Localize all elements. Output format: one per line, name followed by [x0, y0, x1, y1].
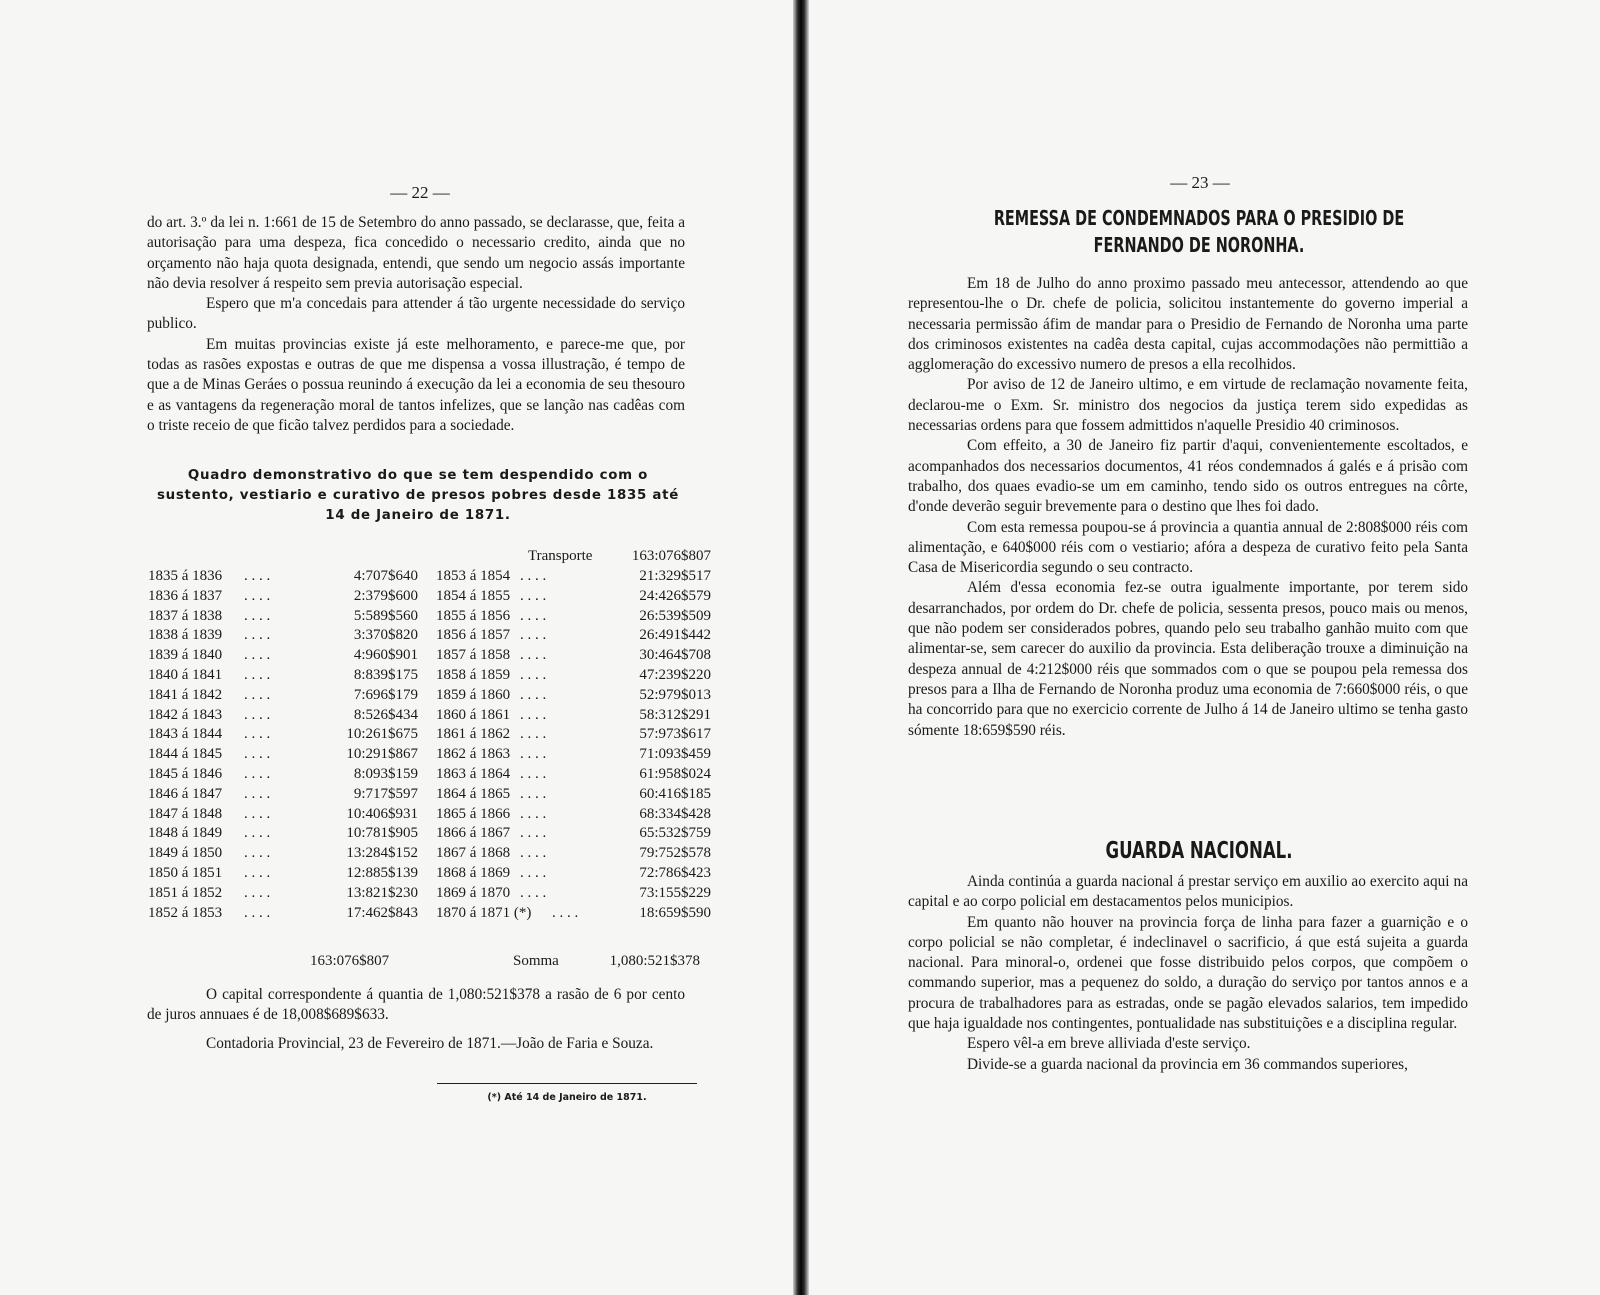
leader-dots: . . . .	[520, 865, 547, 881]
leader-dots: . . . .	[520, 647, 547, 664]
value-cell: 7:696$179	[353, 686, 418, 703]
leader-dots: . . . .	[520, 568, 547, 584]
period-cell: 1835 á 1836	[148, 568, 223, 584]
period-cell: 1856 á 1857	[436, 627, 511, 644]
value-cell: 79:752$578	[639, 845, 711, 862]
period-cell: 1863 á 1864	[436, 766, 511, 782]
table-row	[148, 746, 711, 766]
value-cell: 13:284$152	[346, 845, 418, 862]
table-caption: Quadro demonstrativo do que se tem despendido com o sustento, vestiario e curativo de presos pobres desde 1835 até 14 de Janeiro de 1871.	[156, 468, 680, 523]
left-paragraph: Em muitas provincias existe já este melhoramento, e parece-me que, por todas as rasões expostas e outras de que me dispensa a vossa illustração, é tempo de que a de Minas Geráes o possua reunindo á execução da lei a economia de seu thesouro e as vantagens da regeneração moral de tantos infelizes, que se lanção nas cadêas com o triste receio de que ficão talvez perdidos para a sociedade.	[147, 335, 685, 434]
table-row	[148, 904, 711, 925]
value-cell: 3:370$820	[353, 627, 418, 644]
leader-dots: . . . .	[520, 667, 547, 683]
value-cell: 72:786$423	[639, 865, 711, 881]
guarda-paragraph: Ainda continúa a guarda nacional á prestar serviço em auxilio ao exercito aqui na capital e ao corpo policial em destacamentos pelos municipios.	[908, 873, 1468, 911]
value-cell: 4:707$640	[353, 568, 418, 584]
period-cell: 1853 á 1854	[436, 568, 511, 584]
leader-dots: . . . .	[520, 884, 547, 901]
period-cell: 1844 á 1845	[148, 746, 223, 763]
table-row	[148, 568, 711, 588]
value-cell: 60:416$185	[639, 785, 711, 802]
leader-dots: . . . .	[520, 805, 547, 822]
period-cell: 1849 á 1850	[148, 845, 223, 862]
left-closing-text	[147, 985, 685, 1054]
period-cell: 1862 á 1863	[436, 746, 511, 763]
leader-dots: . . . .	[244, 766, 271, 782]
period-cell: 1860 á 1861	[436, 706, 511, 723]
table-row	[148, 884, 711, 905]
right-page	[809, 0, 1600, 1295]
leader-dots: . . . .	[244, 884, 271, 901]
leader-dots: . . . .	[244, 845, 271, 862]
leader-dots: . . . .	[520, 825, 547, 842]
value-cell: 5:589$560	[353, 607, 418, 624]
leader-dots: . . . .	[520, 766, 547, 782]
value-cell: 47:239$220	[639, 667, 711, 683]
leader-dots: . . . .	[244, 647, 271, 664]
right-page-number: — 23 —	[1170, 173, 1230, 192]
leader-dots: . . . .	[244, 607, 271, 624]
leader-dots: . . . .	[244, 785, 271, 802]
period-cell: 1840 á 1841	[148, 667, 223, 683]
remessa-paragraph: Por aviso de 12 de Janeiro ultimo, e em virtude de reclamação novamente feita, declarou-me o Exm. Sr. ministro dos negocios da justiça terem sido expedidas as necessarias ordens para que fossem admittidos n'aquelle Presidio 40 criminosos.	[908, 376, 1468, 435]
period-cell: 1861 á 1862	[436, 726, 511, 743]
value-cell: 10:291$867	[346, 746, 418, 763]
period-cell: 1870 á 1871 (*)	[436, 904, 532, 921]
table-row	[148, 825, 711, 845]
value-cell: 68:334$428	[639, 805, 711, 822]
left-paragraph: Espero que m'a concedais para attender á tão urgente necessidade do serviço publico.	[147, 295, 685, 333]
period-cell: 1852 á 1853	[148, 904, 223, 921]
leader-dots: . . . .	[520, 746, 547, 763]
sum-label: Somma	[513, 953, 559, 969]
period-cell: 1864 á 1865	[436, 785, 511, 802]
value-cell: 8:526$434	[353, 706, 418, 723]
value-cell: 24:426$579	[639, 587, 711, 604]
leader-dots: . . . .	[244, 587, 271, 604]
guarda-text	[908, 872, 1468, 1075]
leader-dots: . . . .	[520, 587, 547, 604]
value-cell: 73:155$229	[639, 884, 711, 901]
transport-row	[148, 548, 711, 568]
leader-dots: . . . .	[244, 686, 271, 703]
value-cell: 13:821$230	[346, 884, 418, 901]
value-cell: 52:979$013	[639, 686, 711, 703]
period-cell: 1839 á 1840	[148, 647, 223, 664]
value-cell: 17:462$843	[346, 904, 418, 921]
leader-dots: . . . .	[520, 706, 547, 723]
signature-line: Contadoria Provincial, 23 de Fevereiro de 1871.—João de Faria e Souza.	[206, 1034, 654, 1052]
subtotal-value: 163:076$807	[310, 953, 390, 969]
left-paragraph: do art. 3.º da lei n. 1:661 de 15 de Setembro do anno passado, se declarasse, que, feita a autorisação para uma despeza, fica concedido o necessario credito, ainda que no orçamento não haja quota designada, entendi, que sendo um negocio assás importante não devia resolver á respeito sem previa autorisação especial.	[147, 214, 685, 292]
remessa-text	[908, 274, 1468, 741]
table-row	[148, 785, 711, 806]
leader-dots: . . . .	[244, 865, 271, 881]
period-cell: 1850 á 1851	[148, 865, 223, 881]
value-cell: 9:717$597	[353, 785, 418, 802]
capital-paragraph: O capital correspondente á quantia de 1,080:521$378 a rasão de 6 por cento de juros annuaes é de 18,008$689$633.	[147, 986, 685, 1024]
leader-dots: . . . .	[244, 825, 271, 842]
table-row	[148, 667, 711, 687]
period-cell: 1851 á 1852	[148, 884, 223, 901]
period-cell: 1854 á 1855	[436, 587, 511, 604]
period-cell: 1855 á 1856	[436, 607, 511, 624]
value-cell: 71:093$459	[639, 746, 711, 763]
period-cell: 1859 á 1860	[436, 686, 511, 703]
left-intro-text	[147, 213, 685, 436]
period-cell: 1842 á 1843	[148, 706, 223, 723]
period-cell: 1857 á 1858	[436, 647, 511, 664]
period-cell: 1847 á 1848	[148, 805, 223, 822]
period-cell: 1868 á 1869	[436, 865, 511, 881]
book-gutter	[793, 0, 809, 1295]
leader-dots: . . . .	[520, 726, 547, 743]
guarda-paragraph: Divide-se a guarda nacional da provincia em 36 commandos superiores,	[967, 1055, 1408, 1073]
period-cell: 1845 á 1846	[148, 766, 223, 782]
value-cell: 57:973$617	[639, 726, 711, 743]
table-row	[148, 607, 711, 628]
leader-dots: . . . .	[520, 607, 547, 624]
period-cell: 1848 á 1849	[148, 825, 223, 842]
leader-dots: . . . .	[244, 904, 271, 921]
remessa-paragraph: Com effeito, a 30 de Janeiro fiz partir d'aqui, convenientemente escoltados, e acompanhados dos necessarios documentos, 41 réos condemnados á galés e á prisão com trabalho, dos quaes evadio-se um em caminho, tendo sido os outros entregues na côrte, d'onde deverão seguir brevemente para o destino que lhes foi dado.	[908, 437, 1468, 516]
period-cell: 1841 á 1842	[148, 686, 223, 703]
remessa-paragraph: Com esta remessa poupou-se á provincia a quantia annual de 2:808$000 réis com alimentação, e 640$000 réis com o vestiario; afóra a despeza de curativo feito pela Santa Casa de Misericordia segundo o seu contracto.	[908, 518, 1468, 577]
value-cell: 21:329$517	[639, 568, 711, 584]
leader-dots: . . . .	[520, 627, 547, 644]
table-row	[148, 706, 711, 727]
leader-dots: . . . .	[244, 746, 271, 763]
value-cell: 58:312$291	[639, 706, 711, 723]
guarda-paragraph: Em quanto não houver na provincia força de linha para fazer a guarnição e o corpo policial se não completar, é indeclinavel o sacrificio, á que está sujeita a guarda nacional. Para minoral-o, ordenei que fosse distribuido pelos corpos, que compõem o commando superior, mas a pequenez do soldo, a duração do serviço por tantos annos e a procura de trabalhadores para as estradas, onde se pagão elevados salarios, tem impedido que haja igualdade nos contingentes, pontualidade nas substituições e a disciplina regular.	[908, 913, 1468, 1033]
leader-dots: . . . .	[244, 706, 271, 723]
section-title-remessa: REMESSA DE CONDEMNADOS PARA O PRESIDIO DE FERNANDO DE NORONHA.	[993, 206, 1405, 257]
table-row	[148, 647, 711, 667]
value-cell: 26:491$442	[639, 627, 711, 644]
value-cell: 30:464$708	[639, 647, 711, 664]
table-row	[148, 587, 711, 608]
table-row	[148, 805, 711, 826]
left-page-number: — 22 —	[390, 183, 450, 202]
value-cell: 8:839$175	[353, 667, 418, 683]
value-cell: 18:659$590	[639, 904, 711, 921]
period-cell: 1869 á 1870	[436, 884, 511, 901]
table-row	[148, 686, 711, 707]
expenses-table	[148, 548, 711, 968]
period-cell: 1858 á 1859	[436, 667, 511, 683]
period-cell: 1865 á 1866	[436, 805, 511, 822]
period-cell: 1837 á 1838	[148, 607, 223, 624]
footnote-rule	[437, 1083, 697, 1084]
value-cell: 10:261$675	[346, 726, 418, 743]
remessa-paragraph: Em 18 de Julho do anno proximo passado meu antecessor, attendendo ao que representou-lhe o Dr. chefe de policia, solicitou instantemente do governo imperial a necessaria permissão áfim de mandar para o Presidio de Fernando de Noronha uma parte dos criminosos existentes na cadêa desta capital, cujas accommodações não permittião a agglomeração do excessivo numero de presos a ella recolhidos.	[908, 275, 1468, 374]
table-row	[148, 865, 711, 885]
table-row	[148, 726, 711, 746]
value-cell: 26:539$509	[639, 607, 711, 624]
value-cell: 4:960$901	[353, 647, 418, 664]
leader-dots: . . . .	[520, 686, 547, 703]
leader-dots: . . . .	[520, 785, 547, 802]
value-cell: 12:885$139	[346, 865, 418, 881]
value-cell: 10:406$931	[346, 805, 418, 822]
value-cell: 65:532$759	[639, 825, 711, 842]
period-cell: 1867 á 1868	[436, 845, 511, 862]
value-cell: 10:781$905	[346, 825, 418, 842]
value-cell: 8:093$159	[353, 766, 418, 782]
left-page	[0, 0, 793, 1295]
footnote: (*) Até 14 de Janeiro de 1871.	[487, 1092, 647, 1103]
table-row	[148, 627, 711, 647]
leader-dots: . . . .	[520, 845, 547, 862]
transport-label: Transporte	[528, 548, 593, 564]
sum-row	[310, 953, 700, 973]
period-cell: 1836 á 1837	[148, 587, 223, 604]
period-cell: 1866 á 1867	[436, 825, 511, 842]
section-title-guarda: GUARDA NACIONAL.	[1105, 838, 1293, 864]
remessa-paragraph: Além d'essa economia fez-se outra igualmente importante, por terem sido desarranchados, por ordem do Dr. chefe de policia, sessenta presos, pouco mais ou menos, que não podem ser considerados pobres, quando pelo seu trabalho ganhão muito com que alimentar-se, sem carecer do auxilio da provincia. Esta deliberação trouxe a diminuição na despeza annual de 4:212$000 réis que sommados com o que se poupou pela remessa dos presos para a Ilha de Fernando de Noronha produz uma economia de 7:660$000 réis, o que ha concorrido para que no exercicio corrente de Julho á 14 de Janeiro ultimo se tenha gasto sómente 18:659$590 réis.	[908, 579, 1468, 739]
table-row	[148, 845, 711, 865]
transport-value: 163:076$807	[631, 548, 711, 564]
leader-dots: . . . .	[244, 805, 271, 822]
period-cell: 1843 á 1844	[148, 726, 223, 743]
period-cell: 1846 á 1847	[148, 785, 223, 802]
table-row	[148, 766, 711, 786]
leader-dots: . . . .	[552, 904, 579, 921]
period-cell: 1838 á 1839	[148, 627, 223, 644]
leader-dots: . . . .	[244, 627, 271, 644]
leader-dots: . . . .	[244, 667, 271, 683]
leader-dots: . . . .	[244, 726, 271, 743]
guarda-paragraph: Espero vêl-a em breve alliviada d'este serviço.	[967, 1035, 1251, 1053]
value-cell: 61:958$024	[639, 766, 711, 782]
leader-dots: . . . .	[244, 568, 271, 584]
value-cell: 2:379$600	[353, 587, 418, 604]
sum-value: 1,080:521$378	[609, 953, 700, 969]
